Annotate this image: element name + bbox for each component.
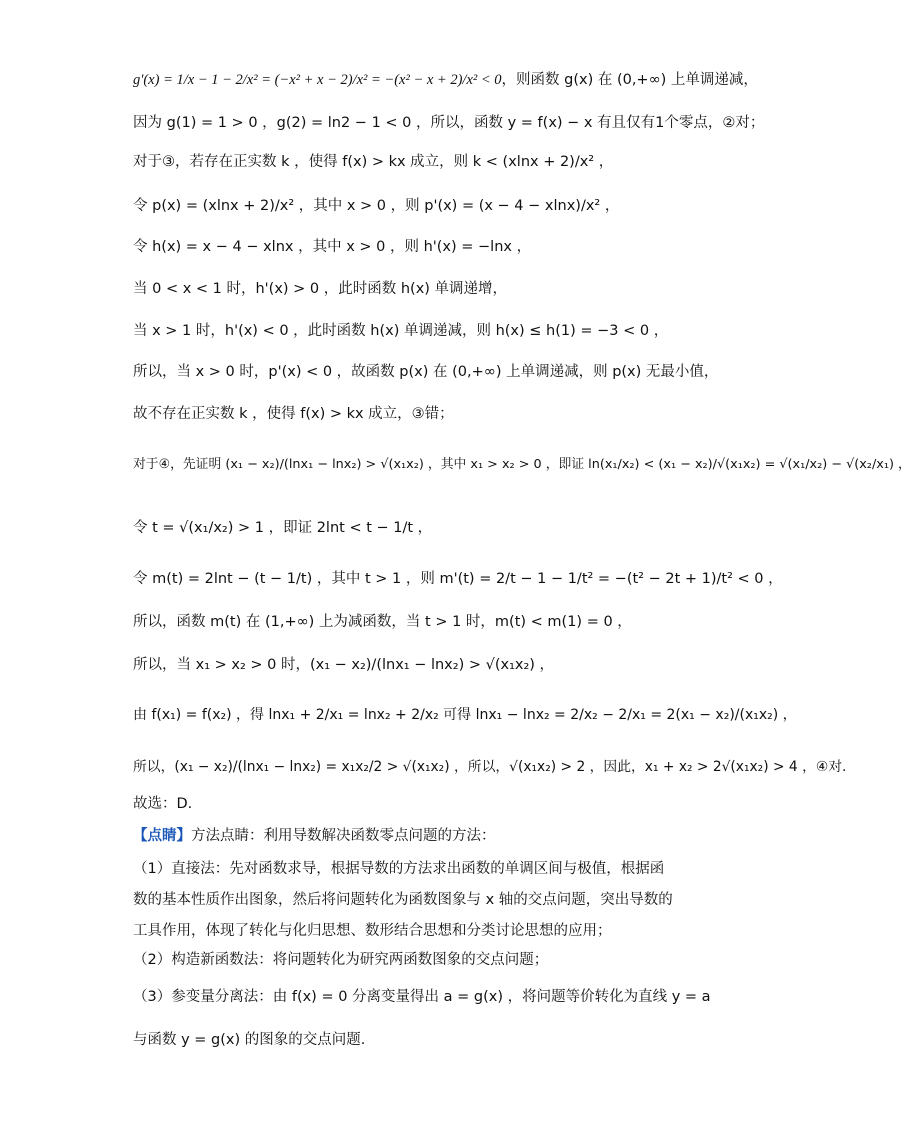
comment-tag: 【点睛】 — [133, 828, 191, 844]
derivative-g-expr: g'(x) = 1/x − 1 − 2/x² = (−x² + x − 2)/x² = −(x² − x + 2)/x² < 0 — [133, 72, 502, 88]
line-8: 所以，当 x > 0 时，p'(x) < 0 ，故函数 p(x) 在 (0,+∞) 上单调递减，则 p(x) 无最小值， — [133, 364, 719, 380]
line-2: 因为 g(1) = 1 > 0 ，g(2) = ln2 − 1 < 0 ，所以，函数 y = f(x) − x 有且仅有1个零点，②对； — [133, 115, 765, 131]
line-3: 对于③，若存在正实数 k ，使得 f(x) > kx 成立，则 k < (xlnx + 2)/x² ， — [133, 154, 614, 170]
line-1 — [133, 70, 758, 90]
comment-p2: （2）构造新函数法：将问题转化为研究两函数图象的交点问题； — [133, 952, 549, 968]
line-17: 故选：D. — [133, 796, 193, 812]
comment-p4: 与函数 y = g(x) 的图象的交点问题. — [133, 1032, 366, 1048]
comment-p1: （1）直接法：先对函数求导，根据导数的方法求出函数的单调区间与极值，根据函数的基本性质作出图象，然后将问题转化为函数图象与 x 轴的交点问题，突出导数的工具作用，体现了转化与化归思想、数形结合思想和分类讨论思想的应用； — [133, 861, 673, 939]
line-1-tail: ，则函数 g(x) 在 (0,+∞) 上单调递减， — [501, 72, 758, 88]
comment-header — [133, 826, 734, 846]
line-12: 令 m(t) = 2lnt − (t − 1/t) ，其中 t > 1 ，则 m'(t) = 2/t − 1 − 1/t² = −(t² − 2t + 1)/t² < 0 ， — [133, 571, 783, 587]
line-14: 所以，当 x₁ > x₂ > 0 时，(x₁ − x₂)/(lnx₁ − lnx₂) > √(x₁x₂) ， — [133, 657, 555, 673]
line-5: 令 h(x) = x − 4 − xlnx ，其中 x > 0 ，则 h'(x) = −lnx ， — [133, 239, 532, 255]
line-7: 当 x > 1 时，h'(x) < 0 ，此时函数 h(x) 单调递减，则 h(x) ≤ h(1) = −3 < 0 ， — [133, 323, 669, 339]
comment-intro: 方法点睛：利用导数解决函数零点问题的方法： — [191, 828, 496, 844]
line-15: 由 f(x₁) = f(x₂) ，得 lnx₁ + 2/x₁ = lnx₂ + 2/x₂ 可得 lnx₁ − lnx₂ = 2/x₂ − 2/x₁ = 2(x₁ − x₂)/(x₁x₂) ， — [133, 707, 797, 723]
line-10: 对于④，先证明 (x₁ − x₂)/(lnx₁ − lnx₂) > √(x₁x₂) ，其中 x₁ > x₂ > 0 ，即证 ln(x₁/x₂) < (x₁ − x₂)/√(x₁x₂) = √(x₁/x₂) − √(x₂/x₁) ， — [133, 457, 911, 472]
line-13: 所以，函数 m(t) 在 (1,+∞) 上为减函数，当 t > 1 时，m(t) < m(1) = 0 ， — [133, 614, 632, 630]
line-4: 令 p(x) = (xlnx + 2)/x² ，其中 x > 0 ，则 p'(x) = (x − 4 − xlnx)/x² ， — [133, 198, 620, 214]
line-16: 所以，(x₁ − x₂)/(lnx₁ − lnx₂) = x₁x₂/2 > √(x₁x₂) ，所以，√(x₁x₂) > 2 ，因此，x₁ + x₂ > 2√(x₁x₂) > 4 ，④对. — [133, 759, 847, 775]
comment-p3: （3）参变量分离法：由 f(x) = 0 分离变量得出 a = g(x) ，将问题等价转化为直线 y = a — [133, 989, 711, 1005]
line-9: 故不存在正实数 k ，使得 f(x) > kx 成立，③错； — [133, 406, 454, 422]
line-6: 当 0 < x < 1 时，h'(x) > 0 ，此时函数 h(x) 单调递增， — [133, 281, 508, 297]
line-11: 令 t = √(x₁/x₂) > 1 ，即证 2lnt < t − 1/t ， — [133, 520, 433, 536]
